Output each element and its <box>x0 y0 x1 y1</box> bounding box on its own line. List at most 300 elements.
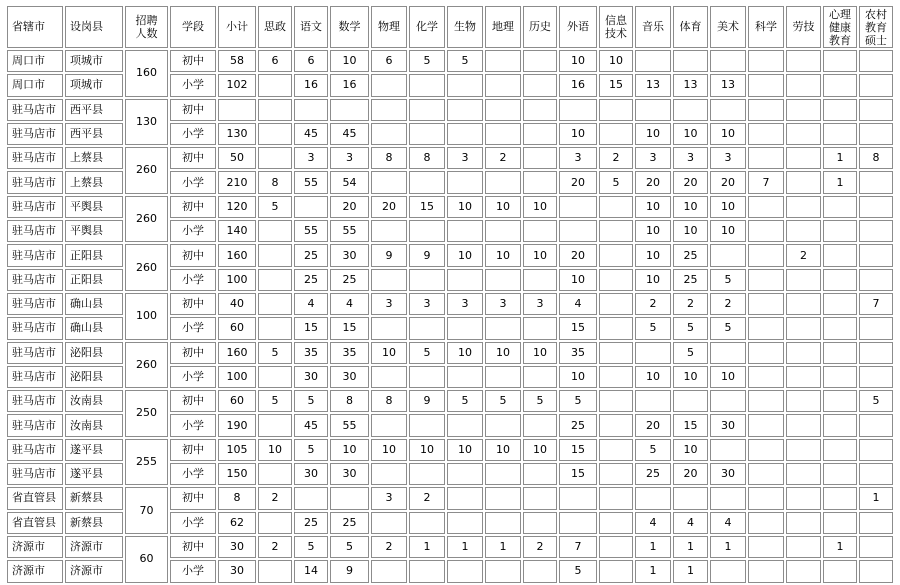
cell-chemistry <box>409 414 445 436</box>
cell-it: 5 <box>599 171 633 193</box>
cell-labor <box>786 512 821 534</box>
cell-chemistry: 10 <box>409 439 445 461</box>
cell-history: 10 <box>523 244 557 266</box>
quota-cell: 130 <box>125 99 168 146</box>
quota-cell: 260 <box>125 147 168 194</box>
header-quota <box>125 6 168 48</box>
cell-chinese: 3 <box>294 147 328 169</box>
cell-art: 4 <box>710 512 746 534</box>
cell-labor <box>786 293 821 315</box>
cell-biology <box>447 414 483 436</box>
cell-history <box>523 463 557 485</box>
cell-history <box>523 560 557 582</box>
cell-psychology <box>823 463 857 485</box>
quota-cell: 260 <box>125 244 168 291</box>
cell-it <box>599 390 633 412</box>
cell-rural-master <box>859 220 893 242</box>
cell-city: 驻马店市 <box>7 317 63 339</box>
cell-it <box>599 293 633 315</box>
cell-subtotal: 210 <box>218 171 256 193</box>
cell-history <box>523 99 557 121</box>
cell-science: 7 <box>748 171 784 193</box>
cell-foreign-language: 10 <box>559 123 597 145</box>
cell-rural-master <box>859 512 893 534</box>
cell-music <box>635 50 671 72</box>
cell-foreign-language: 5 <box>559 390 597 412</box>
cell-psychology <box>823 366 857 388</box>
cell-art: 30 <box>710 414 746 436</box>
cell-foreign-language: 20 <box>559 244 597 266</box>
cell-history <box>523 50 557 72</box>
table-row <box>7 536 893 558</box>
cell-politics <box>258 293 292 315</box>
cell-pe: 25 <box>673 269 708 291</box>
cell-music: 10 <box>635 123 671 145</box>
cell-psychology <box>823 414 857 436</box>
cell-art: 1 <box>710 536 746 558</box>
cell-subtotal: 100 <box>218 269 256 291</box>
cell-city: 周口市 <box>7 74 63 96</box>
cell-chinese: 55 <box>294 220 328 242</box>
cell-city: 省直管县 <box>7 487 63 509</box>
header-line: 人数 <box>135 27 158 40</box>
cell-chinese: 25 <box>294 244 328 266</box>
cell-biology: 1 <box>447 536 483 558</box>
cell-history <box>523 366 557 388</box>
cell-it <box>599 99 633 121</box>
cell-county: 遂平县 <box>65 463 123 485</box>
cell-politics: 2 <box>258 487 292 509</box>
cell-pe <box>673 50 708 72</box>
cell-physics <box>371 123 407 145</box>
header-music: 音乐 <box>635 6 671 48</box>
header-science: 科学 <box>748 6 784 48</box>
cell-county: 正阳县 <box>65 244 123 266</box>
header-psychology <box>823 6 857 48</box>
cell-chemistry: 1 <box>409 536 445 558</box>
cell-labor <box>786 439 821 461</box>
cell-city: 驻马店市 <box>7 99 63 121</box>
cell-geography <box>485 487 521 509</box>
cell-county: 遂平县 <box>65 439 123 461</box>
cell-science <box>748 414 784 436</box>
cell-geography: 10 <box>485 439 521 461</box>
cell-politics: 2 <box>258 536 292 558</box>
cell-science <box>748 317 784 339</box>
cell-physics <box>371 414 407 436</box>
cell-politics: 5 <box>258 390 292 412</box>
cell-chinese <box>294 487 328 509</box>
cell-county: 平舆县 <box>65 196 123 218</box>
cell-history: 10 <box>523 342 557 364</box>
cell-subtotal: 160 <box>218 342 256 364</box>
cell-pe: 10 <box>673 439 708 461</box>
cell-politics: 6 <box>258 50 292 72</box>
cell-labor <box>786 414 821 436</box>
cell-chemistry <box>409 74 445 96</box>
table-row <box>7 439 893 461</box>
cell-rural-master <box>859 536 893 558</box>
cell-history <box>523 487 557 509</box>
header-history: 历史 <box>523 6 557 48</box>
cell-pe: 13 <box>673 74 708 96</box>
cell-subtotal: 62 <box>218 512 256 534</box>
cell-art: 10 <box>710 366 746 388</box>
cell-subtotal: 58 <box>218 50 256 72</box>
header-line: 健康 <box>829 20 851 34</box>
header-rural-master <box>859 6 893 48</box>
quota-cell: 160 <box>125 50 168 97</box>
cell-rural-master: 1 <box>859 487 893 509</box>
cell-art: 30 <box>710 463 746 485</box>
cell-county: 上蔡县 <box>65 147 123 169</box>
cell-science <box>748 390 784 412</box>
cell-it <box>599 463 633 485</box>
cell-labor <box>786 317 821 339</box>
cell-history <box>523 147 557 169</box>
cell-foreign-language <box>559 196 597 218</box>
cell-subtotal: 190 <box>218 414 256 436</box>
cell-politics <box>258 317 292 339</box>
cell-county: 西平县 <box>65 123 123 145</box>
cell-physics <box>371 220 407 242</box>
cell-chemistry <box>409 123 445 145</box>
cell-labor <box>786 171 821 193</box>
cell-it <box>599 366 633 388</box>
cell-county: 新蔡县 <box>65 487 123 509</box>
cell-foreign-language <box>559 512 597 534</box>
cell-math: 45 <box>330 123 369 145</box>
cell-chemistry: 9 <box>409 244 445 266</box>
cell-politics: 10 <box>258 439 292 461</box>
cell-physics <box>371 366 407 388</box>
cell-physics: 3 <box>371 293 407 315</box>
cell-politics <box>258 74 292 96</box>
cell-foreign-language: 4 <box>559 293 597 315</box>
cell-stage: 初中 <box>170 244 216 266</box>
cell-subtotal: 50 <box>218 147 256 169</box>
cell-geography <box>485 99 521 121</box>
cell-art: 10 <box>710 220 746 242</box>
header-county: 设岗县 <box>65 6 123 48</box>
cell-county: 项城市 <box>65 50 123 72</box>
cell-city: 驻马店市 <box>7 390 63 412</box>
header-city: 省辖市 <box>7 6 63 48</box>
cell-it <box>599 269 633 291</box>
cell-stage: 小学 <box>170 269 216 291</box>
cell-music <box>635 487 671 509</box>
cell-art: 5 <box>710 269 746 291</box>
cell-math <box>330 487 369 509</box>
cell-math: 9 <box>330 560 369 582</box>
table-row <box>7 50 893 72</box>
cell-pe: 10 <box>673 196 708 218</box>
cell-psychology <box>823 50 857 72</box>
header-line: 教育 <box>865 20 887 34</box>
cell-foreign-language: 15 <box>559 463 597 485</box>
cell-history: 10 <box>523 196 557 218</box>
cell-chemistry <box>409 366 445 388</box>
cell-stage: 初中 <box>170 536 216 558</box>
cell-biology <box>447 366 483 388</box>
table-row <box>7 244 893 266</box>
cell-science <box>748 487 784 509</box>
header-math: 数学 <box>330 6 369 48</box>
cell-art <box>710 342 746 364</box>
cell-stage: 初中 <box>170 99 216 121</box>
cell-chinese: 30 <box>294 366 328 388</box>
cell-chinese: 25 <box>294 512 328 534</box>
cell-city: 驻马店市 <box>7 463 63 485</box>
cell-physics: 6 <box>371 50 407 72</box>
quota-cell: 260 <box>125 196 168 243</box>
cell-science <box>748 50 784 72</box>
cell-foreign-language: 10 <box>559 50 597 72</box>
cell-physics: 9 <box>371 244 407 266</box>
cell-chemistry <box>409 171 445 193</box>
cell-math: 30 <box>330 366 369 388</box>
cell-psychology <box>823 390 857 412</box>
cell-chinese: 30 <box>294 463 328 485</box>
cell-city: 驻马店市 <box>7 123 63 145</box>
header-line: 硕士 <box>865 33 887 47</box>
cell-politics <box>258 414 292 436</box>
cell-labor <box>786 536 821 558</box>
cell-psychology <box>823 342 857 364</box>
cell-city: 驻马店市 <box>7 342 63 364</box>
cell-biology <box>447 560 483 582</box>
cell-politics <box>258 99 292 121</box>
cell-math <box>330 99 369 121</box>
cell-chinese <box>294 99 328 121</box>
cell-subtotal: 30 <box>218 536 256 558</box>
cell-rural-master <box>859 196 893 218</box>
cell-rural-master <box>859 50 893 72</box>
header-geography: 地理 <box>485 6 521 48</box>
cell-stage: 初中 <box>170 439 216 461</box>
cell-pe: 20 <box>673 463 708 485</box>
cell-stage: 小学 <box>170 220 216 242</box>
cell-rural-master <box>859 439 893 461</box>
cell-chinese: 5 <box>294 536 328 558</box>
cell-music: 10 <box>635 220 671 242</box>
cell-politics <box>258 147 292 169</box>
cell-chemistry: 9 <box>409 390 445 412</box>
header-biology: 生物 <box>447 6 483 48</box>
cell-geography <box>485 317 521 339</box>
cell-labor <box>786 390 821 412</box>
cell-music: 10 <box>635 269 671 291</box>
header-line: 技术 <box>605 27 627 40</box>
cell-county: 确山县 <box>65 293 123 315</box>
cell-chemistry <box>409 512 445 534</box>
cell-math: 25 <box>330 512 369 534</box>
recruitment-table <box>5 4 895 585</box>
cell-physics <box>371 171 407 193</box>
cell-chemistry: 5 <box>409 342 445 364</box>
cell-it <box>599 439 633 461</box>
cell-labor <box>786 560 821 582</box>
cell-foreign-language: 15 <box>559 317 597 339</box>
cell-art: 13 <box>710 74 746 96</box>
cell-chemistry <box>409 269 445 291</box>
cell-science <box>748 99 784 121</box>
cell-math: 10 <box>330 439 369 461</box>
cell-county: 新蔡县 <box>65 512 123 534</box>
cell-history <box>523 74 557 96</box>
cell-city: 济源市 <box>7 536 63 558</box>
cell-subtotal: 160 <box>218 244 256 266</box>
cell-art: 2 <box>710 293 746 315</box>
cell-subtotal: 100 <box>218 366 256 388</box>
cell-geography <box>485 269 521 291</box>
cell-chinese: 35 <box>294 342 328 364</box>
header-subtotal: 小计 <box>218 6 256 48</box>
cell-biology <box>447 220 483 242</box>
cell-subtotal: 102 <box>218 74 256 96</box>
cell-chemistry <box>409 560 445 582</box>
cell-psychology <box>823 512 857 534</box>
cell-it <box>599 244 633 266</box>
cell-it <box>599 487 633 509</box>
cell-labor <box>786 487 821 509</box>
header-chinese: 语文 <box>294 6 328 48</box>
cell-stage: 初中 <box>170 487 216 509</box>
cell-chemistry <box>409 463 445 485</box>
cell-psychology <box>823 560 857 582</box>
cell-rural-master <box>859 463 893 485</box>
cell-chinese: 45 <box>294 414 328 436</box>
cell-biology: 3 <box>447 147 483 169</box>
cell-pe: 10 <box>673 220 708 242</box>
cell-rural-master <box>859 366 893 388</box>
cell-physics <box>371 317 407 339</box>
header-labor: 劳技 <box>786 6 821 48</box>
cell-science <box>748 439 784 461</box>
cell-it <box>599 536 633 558</box>
cell-stage: 小学 <box>170 463 216 485</box>
cell-chinese: 16 <box>294 74 328 96</box>
cell-county: 济源市 <box>65 536 123 558</box>
cell-politics <box>258 220 292 242</box>
cell-psychology: 1 <box>823 536 857 558</box>
cell-politics <box>258 366 292 388</box>
cell-labor <box>786 366 821 388</box>
cell-psychology <box>823 196 857 218</box>
cell-science <box>748 244 784 266</box>
cell-physics <box>371 74 407 96</box>
cell-city: 驻马店市 <box>7 439 63 461</box>
cell-pe <box>673 487 708 509</box>
cell-labor <box>786 196 821 218</box>
cell-music <box>635 342 671 364</box>
cell-chinese: 14 <box>294 560 328 582</box>
cell-biology: 10 <box>447 342 483 364</box>
cell-pe: 1 <box>673 560 708 582</box>
cell-math: 54 <box>330 171 369 193</box>
cell-history: 2 <box>523 536 557 558</box>
cell-it <box>599 220 633 242</box>
cell-city: 济源市 <box>7 560 63 582</box>
cell-subtotal: 30 <box>218 560 256 582</box>
cell-history <box>523 512 557 534</box>
cell-physics: 8 <box>371 147 407 169</box>
cell-psychology <box>823 99 857 121</box>
header-foreign-language: 外语 <box>559 6 597 48</box>
cell-foreign-language: 7 <box>559 536 597 558</box>
cell-math: 30 <box>330 463 369 485</box>
quota-cell: 260 <box>125 342 168 389</box>
cell-it <box>599 196 633 218</box>
cell-physics <box>371 512 407 534</box>
cell-rural-master <box>859 99 893 121</box>
cell-foreign-language: 25 <box>559 414 597 436</box>
cell-foreign-language: 35 <box>559 342 597 364</box>
cell-stage: 小学 <box>170 560 216 582</box>
cell-music: 5 <box>635 439 671 461</box>
quota-cell: 255 <box>125 439 168 486</box>
cell-foreign-language: 5 <box>559 560 597 582</box>
cell-history <box>523 269 557 291</box>
cell-chemistry: 5 <box>409 50 445 72</box>
cell-psychology <box>823 220 857 242</box>
quota-cell: 250 <box>125 390 168 437</box>
recruitment-table-container <box>5 4 895 585</box>
cell-labor: 2 <box>786 244 821 266</box>
cell-biology <box>447 269 483 291</box>
cell-stage: 小学 <box>170 366 216 388</box>
cell-city: 驻马店市 <box>7 171 63 193</box>
cell-foreign-language: 15 <box>559 439 597 461</box>
cell-city: 驻马店市 <box>7 414 63 436</box>
cell-stage: 小学 <box>170 74 216 96</box>
cell-county: 项城市 <box>65 74 123 96</box>
cell-art: 10 <box>710 123 746 145</box>
cell-music <box>635 390 671 412</box>
cell-math: 16 <box>330 74 369 96</box>
cell-art: 5 <box>710 317 746 339</box>
table-row <box>7 293 893 315</box>
cell-chinese: 25 <box>294 269 328 291</box>
cell-physics: 20 <box>371 196 407 218</box>
cell-county: 平舆县 <box>65 220 123 242</box>
cell-music: 2 <box>635 293 671 315</box>
table-row <box>7 99 893 121</box>
cell-science <box>748 536 784 558</box>
cell-foreign-language <box>559 99 597 121</box>
cell-geography: 10 <box>485 342 521 364</box>
cell-chemistry: 8 <box>409 147 445 169</box>
cell-subtotal: 8 <box>218 487 256 509</box>
cell-rural-master: 7 <box>859 293 893 315</box>
cell-rural-master <box>859 342 893 364</box>
cell-foreign-language <box>559 220 597 242</box>
cell-history: 3 <box>523 293 557 315</box>
cell-rural-master: 5 <box>859 390 893 412</box>
cell-pe <box>673 390 708 412</box>
cell-biology <box>447 317 483 339</box>
cell-pe: 25 <box>673 244 708 266</box>
cell-stage: 小学 <box>170 414 216 436</box>
cell-geography <box>485 171 521 193</box>
cell-city: 驻马店市 <box>7 220 63 242</box>
cell-stage: 初中 <box>170 50 216 72</box>
cell-biology: 10 <box>447 196 483 218</box>
cell-chemistry: 2 <box>409 487 445 509</box>
cell-history <box>523 414 557 436</box>
cell-music: 4 <box>635 512 671 534</box>
cell-pe: 10 <box>673 366 708 388</box>
